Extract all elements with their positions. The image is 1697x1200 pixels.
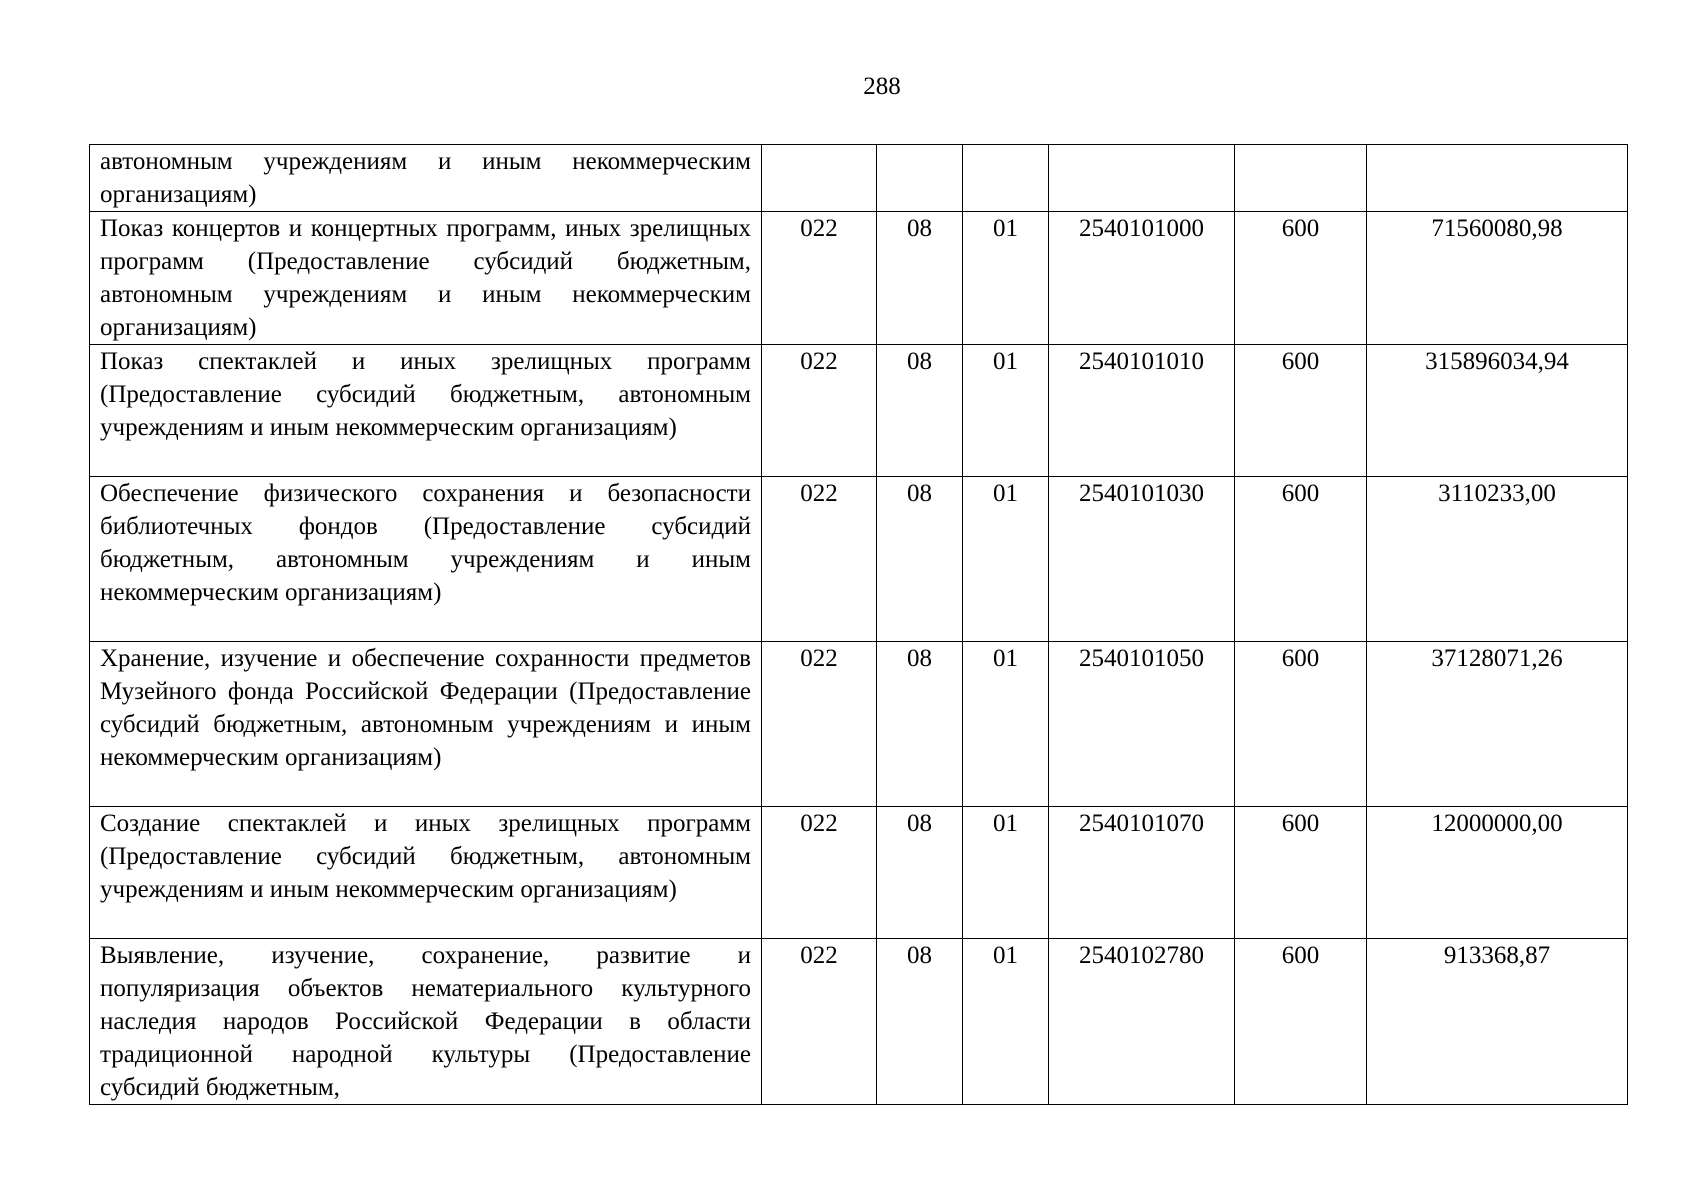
row-sum: 315896034,94 — [1367, 345, 1628, 477]
row-sum: 12000000,00 — [1367, 807, 1628, 939]
row-ved-code: 022 — [762, 642, 877, 807]
row-ved-code: 022 — [762, 477, 877, 642]
row-sum: 71560080,98 — [1367, 212, 1628, 345]
table-row — [90, 642, 1628, 807]
row-subsection-code: 01 — [963, 642, 1049, 807]
row-ved-code — [762, 145, 877, 212]
row-expense-type: 600 — [1235, 939, 1367, 1105]
row-sum — [1367, 145, 1628, 212]
row-target-article: 2540101030 — [1049, 477, 1235, 642]
row-target-article: 2540101050 — [1049, 642, 1235, 807]
row-target-article: 2540101000 — [1049, 212, 1235, 345]
row-section-code — [877, 145, 963, 212]
row-description: Показ концертов и концертных программ, иных зрелищных программ (Предоставление субсидий бюджетным, автономным учреждениям и иным некоммерческим организациям) — [90, 212, 762, 345]
row-subsection-code: 01 — [963, 345, 1049, 477]
row-expense-type: 600 — [1235, 807, 1367, 939]
row-subsection-code: 01 — [963, 939, 1049, 1105]
table-row — [90, 939, 1628, 1105]
row-subsection-code — [963, 145, 1049, 212]
row-expense-type: 600 — [1235, 212, 1367, 345]
row-description: автономным учреждениям и иным некоммерческим организациям) — [90, 145, 762, 212]
row-expense-type: 600 — [1235, 345, 1367, 477]
row-description: Создание спектаклей и иных зрелищных программ (Предоставление субсидий бюджетным, автономным учреждениям и иным некоммерческим организациям) — [90, 807, 762, 939]
row-section-code: 08 — [877, 939, 963, 1105]
row-subsection-code: 01 — [963, 807, 1049, 939]
row-section-code: 08 — [877, 212, 963, 345]
row-target-article — [1049, 145, 1235, 212]
row-sum: 37128071,26 — [1367, 642, 1628, 807]
row-sum: 913368,87 — [1367, 939, 1628, 1105]
table-row — [90, 477, 1628, 642]
row-section-code: 08 — [877, 642, 963, 807]
row-expense-type: 600 — [1235, 477, 1367, 642]
row-target-article: 2540101010 — [1049, 345, 1235, 477]
table-row — [90, 807, 1628, 939]
row-ved-code: 022 — [762, 939, 877, 1105]
row-expense-type: 600 — [1235, 642, 1367, 807]
row-expense-type — [1235, 145, 1367, 212]
page-number: 288 — [863, 73, 901, 100]
row-sum: 3110233,00 — [1367, 477, 1628, 642]
row-description: Выявление, изучение, сохранение, развитие и популяризация объектов нематериального культурного наследия народов Российской Федерации в области традиционной народной культуры (Предоставление субсидий бюджетным, — [90, 939, 762, 1105]
budget-table — [89, 144, 1628, 1105]
row-section-code: 08 — [877, 807, 963, 939]
table-row — [90, 345, 1628, 477]
row-description: Обеспечение физического сохранения и безопасности библиотечных фондов (Предоставление субсидий бюджетным, автономным учреждениям и иным некоммерческим организациям) — [90, 477, 762, 642]
row-target-article: 2540102780 — [1049, 939, 1235, 1105]
row-subsection-code: 01 — [963, 477, 1049, 642]
table-row — [90, 145, 1628, 212]
row-subsection-code: 01 — [963, 212, 1049, 345]
table-row — [90, 212, 1628, 345]
row-section-code: 08 — [877, 345, 963, 477]
row-target-article: 2540101070 — [1049, 807, 1235, 939]
row-section-code: 08 — [877, 477, 963, 642]
row-ved-code: 022 — [762, 345, 877, 477]
row-description: Хранение, изучение и обеспечение сохранности предметов Музейного фонда Российской Федерации (Предоставление субсидий бюджетным, автономным учреждениям и иным некоммерческим организациям) — [90, 642, 762, 807]
row-ved-code: 022 — [762, 807, 877, 939]
row-description: Показ спектаклей и иных зрелищных программ (Предоставление субсидий бюджетным, автономным учреждениям и иным некоммерческим организациям) — [90, 345, 762, 477]
row-ved-code: 022 — [762, 212, 877, 345]
